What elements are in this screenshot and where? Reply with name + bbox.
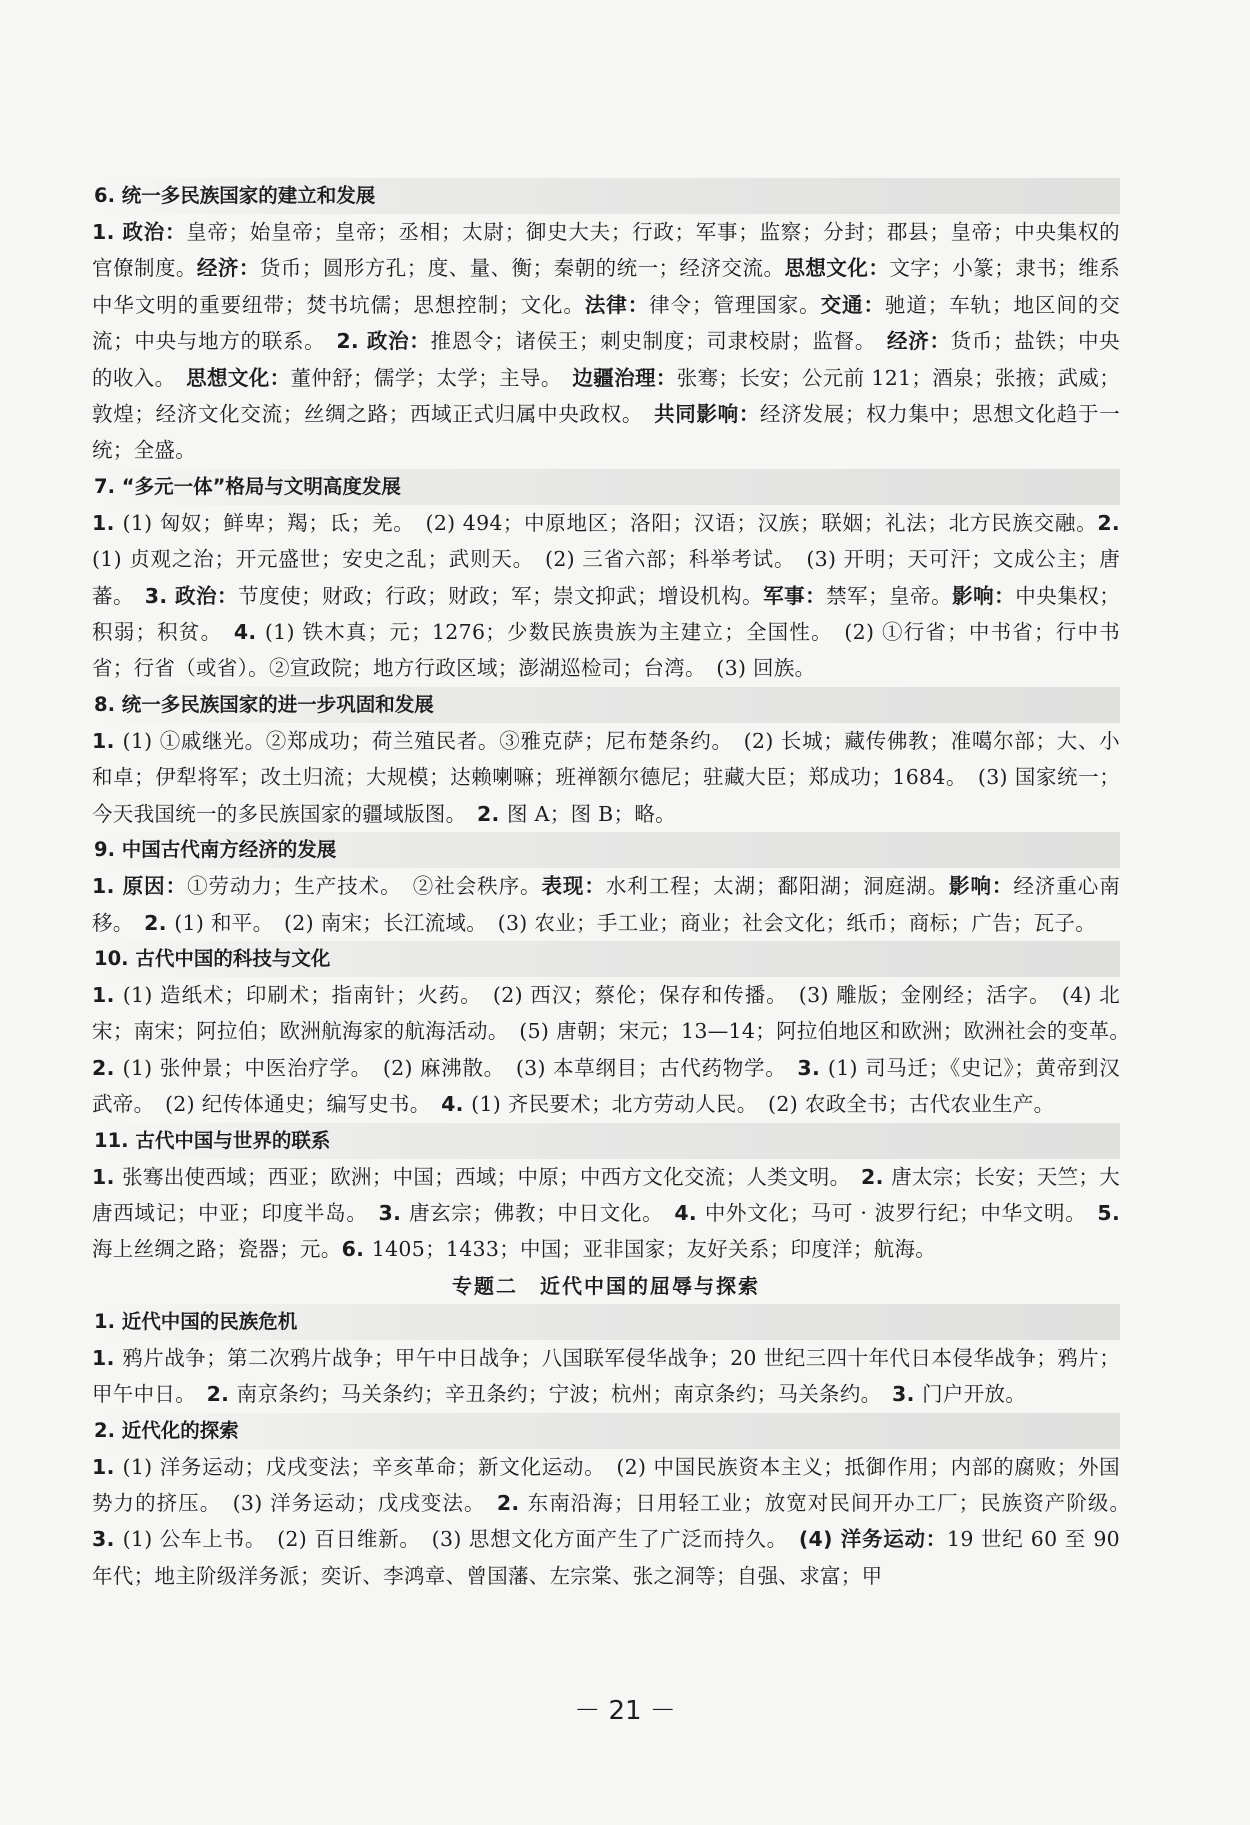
section-title: 10. 古代中国的科技与文化	[92, 941, 1120, 977]
bold-label: 1.	[92, 982, 123, 1007]
bold-label: 3.	[378, 1200, 410, 1225]
bold-label: 2.	[92, 1055, 123, 1080]
section-title: 2. 近代化的探索	[92, 1413, 1120, 1449]
answer-text: 唐玄宗；佛教；中日文化。	[409, 1200, 675, 1225]
section-title: 6. 统一多民族国家的建立和发展	[92, 178, 1120, 214]
answer-text: 东南沿海；日用轻工业；放宽对民间开办工厂；民族资产阶级。	[527, 1490, 1141, 1515]
answer-text: (1) 铁木真；元；1276；少数民族贵族为主建立；全国性。 (2) ①行省；中书省；行中书省；行省（或省）。②宣政院；地方行政区域；澎湖巡检司；台湾。 (3) 回族。	[92, 620, 1120, 681]
answer-text: (1) 司马迁；《史记》；黄帝到汉武帝。 (2) 纪传体通史；编写史书。	[92, 1055, 1120, 1117]
section-body	[92, 1340, 1120, 1413]
bold-label: 5.	[1097, 1200, 1121, 1225]
bold-label: 交通：	[820, 292, 885, 317]
section-body	[92, 1449, 1141, 1595]
sections-part-two	[92, 1304, 1141, 1594]
section	[92, 1413, 1141, 1595]
topic-title: 专题二 近代中国的屈辱与探索	[452, 1273, 760, 1298]
bold-label: 2. 政治：	[336, 329, 431, 354]
answer-text: (1) 和平。 (2) 南宋；长江流域。 (3) 农业；手工业；商业；社会文化；纸币；商标；广告；瓦子。	[174, 910, 1097, 935]
section-body	[92, 723, 1120, 832]
section-body	[92, 214, 1120, 469]
page-number: － 21 －	[574, 1696, 676, 1726]
bold-label: (4) 洋务运动：	[798, 1527, 948, 1552]
bold-label: 1. 原因：	[92, 874, 188, 899]
answer-text: 中外文化；马可 · 波罗行纪；中华文明。	[704, 1200, 1098, 1225]
answer-text: 水利工程；太湖；鄱阳湖；洞庭湖。	[605, 874, 950, 899]
answer-text: 货币；圆形方孔；度、量、衡；秦朝的统一；经济交流。	[259, 256, 785, 281]
answer-text: 1405；1433；中国；亚非国家；友好关系；印度洋；航海。	[371, 1237, 937, 1262]
section-body	[92, 868, 1120, 941]
bold-label: 1.	[92, 1454, 123, 1479]
section-body	[92, 1159, 1120, 1268]
answer-text: (1) 齐民要术；北方劳动人民。 (2) 农政全书；古代农业生产。	[471, 1092, 1055, 1117]
answer-text: 南京条约；马关条约；辛丑条约；宁波；杭州；南京条约；马关条约。	[236, 1382, 893, 1407]
bold-label: 1. 政治：	[92, 220, 187, 244]
bold-label: 2.	[861, 1164, 892, 1189]
section-title: 1. 近代中国的民族危机	[92, 1304, 1120, 1340]
answer-text: (1) 张仲景；中医治疗学。 (2) 麻沸散。 (3) 本草纲目；古代药物学。	[122, 1055, 798, 1080]
answer-text: 推恩令；诸侯王；刺史制度；司隶校尉；监督。	[430, 329, 888, 354]
section	[92, 1123, 1120, 1268]
section-title: 11. 古代中国与世界的联系	[92, 1123, 1120, 1159]
section	[92, 832, 1120, 941]
section-body	[92, 505, 1120, 687]
answer-text: (1) 贞观之治；开元盛世；安史之乱；武则天。 (2) 三省六部；科举考试。 (3) 开明；天可汗；文成公主；唐蕃。	[92, 547, 1120, 608]
bold-label: 4.	[233, 620, 265, 645]
answer-text: 唐太宗；长安；天竺；大唐西域记；中亚；印度半岛。	[92, 1164, 1120, 1225]
bold-label: 表现：	[541, 874, 606, 899]
bold-label: 1.	[92, 728, 123, 753]
answer-text: 驰道；车轨；地区间的交流；中央与地方的联系。	[92, 292, 1120, 354]
bold-label: 思想文化：	[784, 256, 890, 281]
bold-label: 2.	[496, 1490, 528, 1515]
bold-label: 边疆治理：	[572, 365, 677, 390]
section	[92, 1304, 1120, 1413]
answer-text: 货币；盐铁；中央的收入。	[92, 329, 1120, 390]
answer-text: 经济发展；权力集中；思想文化趋于一统；全盛。	[92, 402, 1120, 463]
answer-content	[92, 178, 1141, 1594]
section	[92, 687, 1120, 832]
sections-part-one	[92, 178, 1141, 1268]
answer-text: (1) 匈奴；鲜卑；羯；氐；羌。 (2) 494；中原地区；洛阳；汉语；汉族；联姻；礼法；北方民族交融。	[122, 510, 1098, 535]
bold-label: 4.	[674, 1200, 705, 1225]
answer-text: 律令；管理国家。	[649, 292, 821, 317]
answer-text: 董仲舒；儒学；太学；主导。	[290, 365, 573, 390]
answer-text: 节度使；财政；行政；财政；军；崇文抑武；增设机构。	[238, 583, 764, 608]
answer-text: 张骞；长安；公元前 121；酒泉；张掖；武威；敦煌；经济文化交流；丝绸之路；西域正式归属中央政权。	[92, 365, 1121, 427]
bold-label: 经济：	[887, 329, 951, 354]
answer-text: 张骞出使西域；西亚；欧洲；中国；西域；中原；中西方文化交流；人类文明。	[122, 1164, 861, 1189]
bold-label: 2.	[206, 1382, 237, 1407]
answer-text: 门户开放。	[922, 1382, 1027, 1407]
bold-label: 2.	[144, 910, 175, 935]
answer-text: 图 A；图 B；略。	[507, 801, 676, 826]
answer-text: 鸦片战争；第二次鸦片战争；甲午中日战争；八国联军侵华战争；20 世纪三四十年代日本侵华战争；鸦片；甲午中日。	[92, 1345, 1120, 1407]
bold-label: 1.	[92, 1345, 123, 1370]
answer-text: ①劳动力；生产技术。 ②社会秩序。	[187, 874, 542, 899]
bold-label: 4.	[441, 1092, 472, 1117]
answer-text: 文字；小篆；隶书；维系中华文明的重要纽带；焚书坑儒；思想控制；文化。	[92, 256, 1121, 317]
answer-text: 皇帝；始皇帝；皇帝；丞相；太尉；御史大夫；行政；军事；监察；分封；郡县；皇帝；中央集权的官僚制度。	[92, 220, 1120, 281]
bold-label: 影响：	[949, 874, 1014, 899]
section-title: 8. 统一多民族国家的进一步巩固和发展	[92, 687, 1120, 723]
answer-text: 19 世纪 60 至 90 年代；地主阶级洋务派；奕䜣、李鸿章、曾国藩、左宗棠、张之洞等；自强、求富；甲	[92, 1527, 1121, 1588]
bold-label: 军事：	[763, 583, 827, 608]
answer-text: 海上丝绸之路；瓷器；元。	[92, 1237, 342, 1262]
bold-label: 3. 政治：	[144, 583, 239, 608]
bold-label: 1.	[92, 510, 123, 535]
bold-label: 法律：	[584, 292, 650, 317]
bold-label: 3.	[892, 1382, 923, 1407]
section-body	[92, 977, 1141, 1123]
answer-text: 经济重心南移。	[92, 874, 1120, 935]
bold-label: 1.	[92, 1164, 123, 1189]
section-title: 9. 中国古代南方经济的发展	[92, 832, 1120, 868]
section-title: 7. “多元一体”格局与文明高度发展	[92, 469, 1120, 505]
bold-label: 3.	[92, 1527, 123, 1552]
answer-text: (1) 公车上书。 (2) 百日维新。 (3) 思想文化方面产生了广泛而持久。	[122, 1527, 799, 1552]
bold-label: 思想文化：	[186, 365, 291, 390]
bold-label: 2.	[1097, 510, 1120, 535]
section	[92, 178, 1120, 469]
answer-text: (1) ①戚继光。②郑成功；荷兰殖民者。③雅克萨；尼布楚条约。 (2) 长城；藏传佛教；准噶尔部；大、小和卓；伊犁将军；改土归流；大规模；达赖喇嘛；班禅额尔德尼；驻藏大臣；郑成功；1684。 (3) 国家统一；今天我国统一的多民族国家的疆域版图。	[92, 728, 1120, 826]
section	[92, 469, 1120, 687]
answer-text: (1) 洋务运动；戊戌变法；辛亥革命；新文化运动。 (2) 中国民族资本主义；抵御作用；内部的腐败；外国势力的挤压。 (3) 洋务运动；戊戌变法。	[92, 1454, 1120, 1515]
bold-label: 2.	[476, 801, 508, 826]
bold-label: 6.	[341, 1237, 372, 1262]
answer-text: 禁军；皇帝。	[826, 583, 953, 608]
bold-label: 经济：	[196, 256, 260, 281]
section	[92, 941, 1141, 1123]
bold-label: 影响：	[952, 583, 1016, 608]
answer-text: (1) 造纸术；印刷术；指南针；火药。 (2) 西汉；蔡伦；保存和传播。 (3) 雕版；金刚经；活字。 (4) 北宋；南宋；阿拉伯；欧洲航海家的航海活动。 (5) 唐朝；宋元；13—14；阿拉伯地区和欧洲；欧洲社会的变革。	[92, 982, 1141, 1044]
bold-label: 共同影响：	[654, 402, 761, 427]
bold-label: 3.	[797, 1055, 828, 1080]
answer-text: 中央集权；积弱；积贫。	[92, 583, 1120, 645]
